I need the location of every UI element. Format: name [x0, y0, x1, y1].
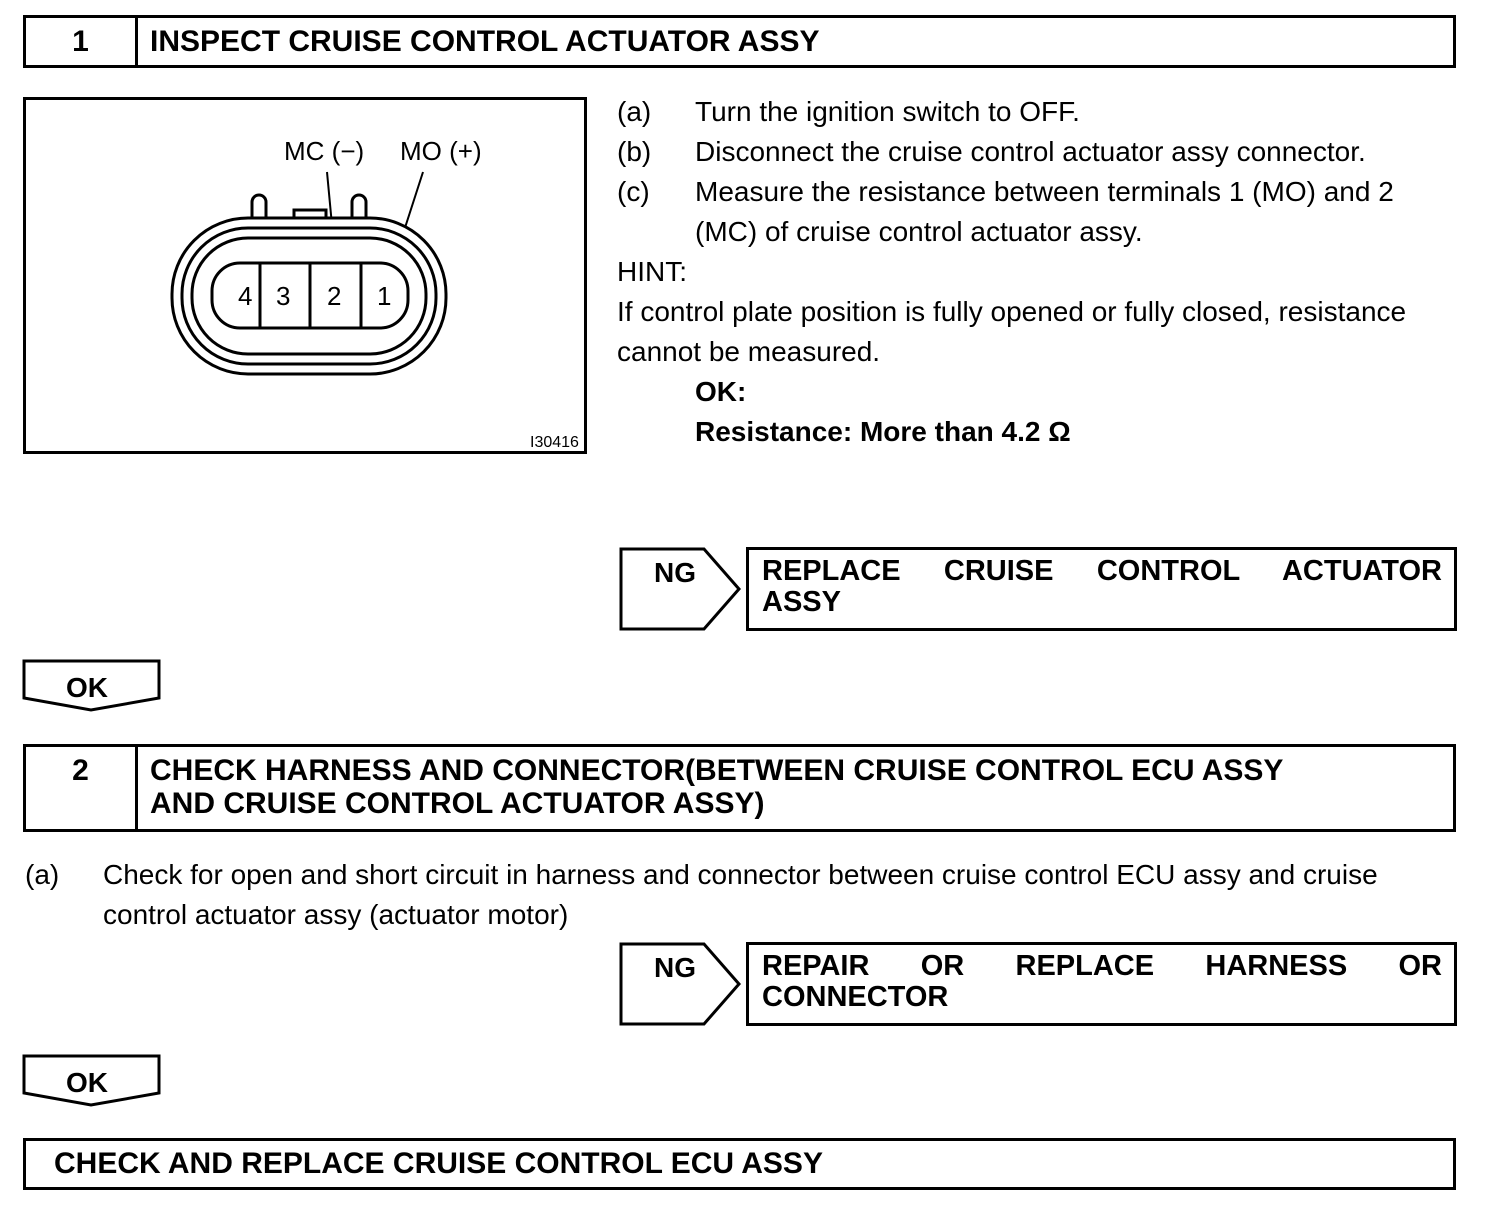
- step1-ng-arrow: [618, 546, 744, 632]
- instruction-a: (a) Turn the ignition switch to OFF.: [617, 96, 1080, 127]
- hint-label: HINT:: [617, 256, 687, 287]
- hint-text-2: cannot be measured.: [617, 336, 881, 367]
- hint-text-1: If control plate position is fully opened or fully closed, resistance: [617, 296, 1407, 327]
- final-step-text: CHECK AND REPLACE CRUISE CONTROL ECU ASSY: [54, 1147, 823, 1180]
- step2-instruction-line2: control actuator assy (actuator motor): [103, 899, 569, 930]
- step1-header: [23, 15, 1456, 68]
- ok-label: OK:: [695, 376, 747, 407]
- step1-ng-line1: REPLACE CRUISE CONTROL ACTUATOR: [762, 555, 1442, 587]
- pin-1: 1: [377, 281, 392, 311]
- step2-number: 2: [26, 747, 138, 829]
- step1-title: INSPECT CRUISE CONTROL ACTUATOR ASSY: [150, 25, 820, 58]
- step1-ng-label: NG: [654, 557, 696, 588]
- step1-ng-line2: ASSY: [762, 586, 841, 618]
- step1-number: 1: [26, 18, 138, 65]
- step2-instruction: [25, 855, 1459, 935]
- final-step-box: [23, 1138, 1456, 1190]
- step2-instruction-label: (a): [25, 859, 60, 890]
- label-mc: MC (−): [284, 136, 365, 166]
- step2-ng-line1: REPAIR OR REPLACE HARNESS OR: [762, 950, 1442, 982]
- step1-ok-arrow: [22, 658, 162, 714]
- instruction-b: (b) Disconnect the cruise control actuator assy connector.: [617, 136, 1366, 167]
- pin-4: 4: [238, 281, 253, 311]
- connector-diagram: [26, 100, 584, 451]
- step2-ng-arrow: [618, 941, 744, 1027]
- step2-instruction-line1: Check for open and short circuit in harness and connector between cruise control ECU assy and cruise: [103, 859, 1378, 890]
- pin-2: 2: [327, 281, 342, 311]
- figure-id: I30416: [530, 434, 579, 451]
- step2-ng-result: [746, 942, 1457, 1026]
- step2-ok-label: OK: [66, 1067, 108, 1098]
- connector-figure: [23, 97, 587, 454]
- step2-ng-line2: CONNECTOR: [762, 981, 949, 1013]
- step1-ng-result: [746, 547, 1457, 631]
- step2-title: [138, 747, 1453, 829]
- step2-ok-arrow: [22, 1053, 162, 1109]
- step2-title-line2: AND CRUISE CONTROL ACTUATOR ASSY): [150, 787, 765, 820]
- pin-3: 3: [276, 281, 291, 311]
- step1-instructions: [617, 92, 1459, 452]
- resistance-spec: Resistance: More than 4.2 Ω: [695, 416, 1071, 447]
- step1-ok-label: OK: [66, 672, 108, 703]
- step2-header: [23, 744, 1456, 832]
- instruction-c: (c) Measure the resistance between terminals 1 (MO) and 2: [617, 176, 1394, 207]
- step2-ng-label: NG: [654, 952, 696, 983]
- step2-title-line1: CHECK HARNESS AND CONNECTOR(BETWEEN CRUISE CONTROL ECU ASSY: [150, 754, 1284, 787]
- label-mo: MO (+): [400, 136, 482, 166]
- instruction-c-cont: (MC) of cruise control actuator assy.: [695, 216, 1143, 247]
